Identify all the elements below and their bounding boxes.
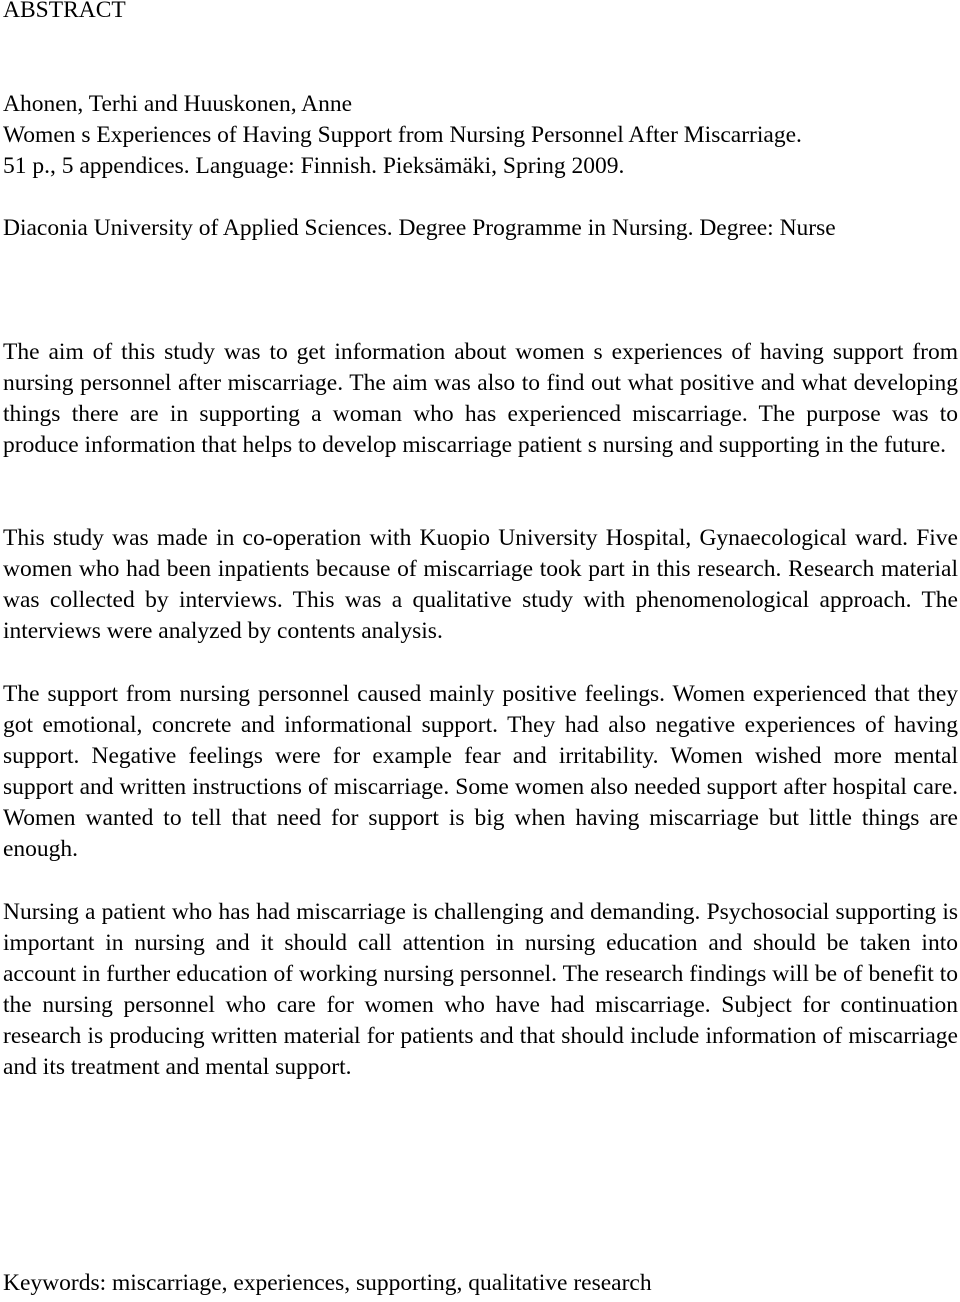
abstract-page	[3, 0, 958, 1302]
abstract-paragraph-aim: The aim of this study was to get information about women s experiences of having support from nursing personnel after miscarriage. The aim was also to find out what positive and what developing things there are in supporting a woman who has experienced miscarriage. The purpose was to produce information that helps to develop miscarriage patient s nursing and supporting in the future.	[3, 339, 958, 458]
thesis-title: Women s Experiences of Having Support from Nursing Personnel After Miscarriage.	[3, 122, 802, 148]
bibliographic-info	[3, 89, 958, 182]
abstract-heading: ABSTRACT	[3, 0, 126, 23]
abstract-paragraph-method: This study was made in co-operation with Kuopio University Hospital, Gynaecological ward. Five women who had been inpatients because of miscarriage took part in this research. Research material was collected by interviews. This was a qualitative study with phenomenological approach. The interviews were analyzed by contents analysis.	[3, 525, 958, 644]
keywords-line: Keywords: miscarriage, experiences, supporting, qualitative research	[3, 1270, 652, 1296]
authors: Ahonen, Terhi and Huuskonen, Anne	[3, 91, 353, 117]
abstract-paragraph-results: The support from nursing personnel caused mainly positive feelings. Women experienced that they got emotional, concrete and informational support. They had also negative experiences of having support. Negative feelings were for example fear and irritability. Women wished more mental support and written instructions of miscarriage. Some women also needed support after hospital care. Women wanted to tell that need for support is big when having miscarriage but little things are enough.	[3, 681, 958, 862]
institution-info: Diaconia University of Applied Sciences. Degree Programme in Nursing. Degree: Nurse	[3, 215, 836, 241]
thesis-details: 51 p., 5 appendices. Language: Finnish. Pieksämäki, Spring 2009.	[3, 153, 625, 179]
abstract-paragraph-conclusions: Nursing a patient who has had miscarriage is challenging and demanding. Psychosocial supporting is important in nursing and it should call attention in nursing education and should be taken into account in further education of working nursing personnel. The research findings will be of benefit to the nursing personnel who care for women who have had miscarriage. Subject for continuation research is producing written material for patients and that should include information of miscarriage and its treatment and mental support.	[3, 899, 958, 1080]
